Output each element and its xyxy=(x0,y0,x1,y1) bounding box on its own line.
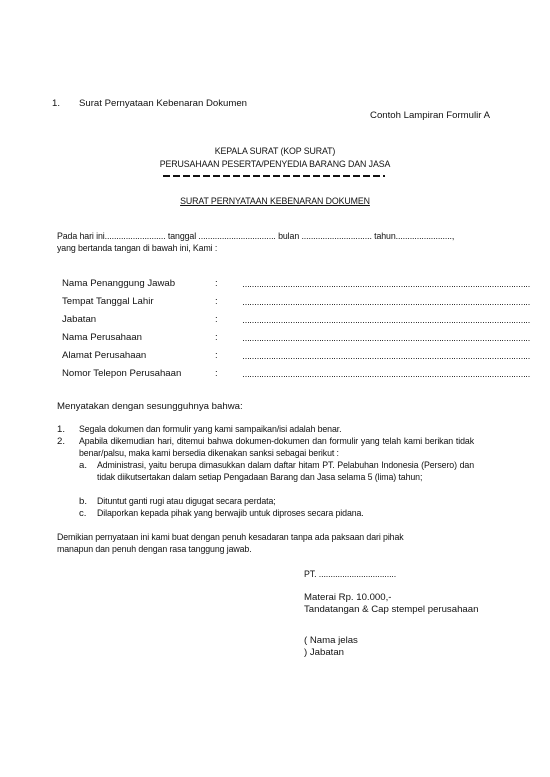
field-dotted-line xyxy=(243,286,531,287)
sanction-text: Dilaporkan kepada pihak yang berwajib untuk diproses secara pidana. xyxy=(97,508,364,518)
statement-text: Apabila dikemudian hari, ditemui bahwa dokumen-dokumen dan formulir yang telah kami berikan tidak benar/palsu, maka kami bersedia dikenakan sanksi sebagai berikut : xyxy=(79,436,474,458)
field-label: Jabatan xyxy=(62,314,97,325)
sanction-text: Dituntut ganti rugi atau digugat secara perdata; xyxy=(97,496,276,506)
letterhead-line1: KEPALA SURAT (KOP SURAT) xyxy=(214,146,336,156)
statement-text: Segala dokumen dan formulir yang kami sampaikan/isi adalah benar. xyxy=(79,424,342,434)
signature-company: PT. ................................. xyxy=(304,569,397,579)
field-dotted-line xyxy=(243,322,531,323)
field-dotted-line xyxy=(243,358,531,359)
stamp-duty-label: Materai Rp. 10.000,- xyxy=(304,592,392,603)
sanction-letter: a. xyxy=(79,460,88,471)
field-label: Nama Perusahaan xyxy=(62,332,142,343)
section-title: Surat Pernyataan Kebenaran Dokumen xyxy=(79,98,247,109)
closing-line1: Demikian pernyataan ini kami buat dengan penuh kesadaran tanpa ada paksaan dari pihak xyxy=(57,532,404,542)
field-label: Alamat Perusahaan xyxy=(62,350,147,361)
sanction-text: Administrasi, yaitu berupa dimasukkan dalam daftar hitam PT. Pelabuhan Indonesia (Persero) dan tidak diikutsertakan dalam setiap Pengadaan Barang dan Jasa selama 5 (lima) tahun; xyxy=(97,460,474,482)
field-colon: : xyxy=(215,296,218,307)
letterhead-line2: PERUSAHAAN PESERTA/PENYEDIA BARANG DAN JASA xyxy=(159,159,391,169)
document-title: SURAT PERNYATAAN KEBENARAN DOKUMEN xyxy=(180,196,370,206)
declaration-intro: Menyatakan dengan sesungguhnya bahwa: xyxy=(57,401,243,412)
field-dotted-line xyxy=(243,376,531,377)
letterhead-divider xyxy=(163,175,385,177)
statement-number: 1. xyxy=(57,424,66,435)
sanction-letter: c. xyxy=(79,508,87,519)
closing-line2: manapun dan penuh dengan rasa tanggung jawab. xyxy=(57,544,252,554)
statement-number: 2. xyxy=(57,436,66,447)
attachment-label: Contoh Lampiran Formulir A xyxy=(370,110,490,121)
field-label: Nama Penanggung Jawab xyxy=(62,278,176,289)
field-colon: : xyxy=(215,350,218,361)
signatory-name: ( Nama jelas xyxy=(304,635,358,646)
intro-line1: Pada hari ini.......................... tanggal ................................. bulan .............................. tahun........................, xyxy=(57,231,455,241)
intro-line2: yang bertanda tangan di bawah ini, Kami : xyxy=(57,243,218,253)
field-colon: : xyxy=(215,278,218,289)
signature-instruction: Tandatangan & Cap stempel perusahaan xyxy=(304,604,479,615)
field-colon: : xyxy=(215,332,218,343)
section-number: 1. xyxy=(52,98,61,109)
field-colon: : xyxy=(215,368,218,379)
field-label: Tempat Tanggal Lahir xyxy=(62,296,154,307)
field-dotted-line xyxy=(243,340,531,341)
field-label: Nomor Telepon Perusahaan xyxy=(62,368,182,379)
signatory-position: ) Jabatan xyxy=(304,647,345,658)
sanction-letter: b. xyxy=(79,496,88,507)
field-colon: : xyxy=(215,314,218,325)
field-dotted-line xyxy=(243,304,531,305)
